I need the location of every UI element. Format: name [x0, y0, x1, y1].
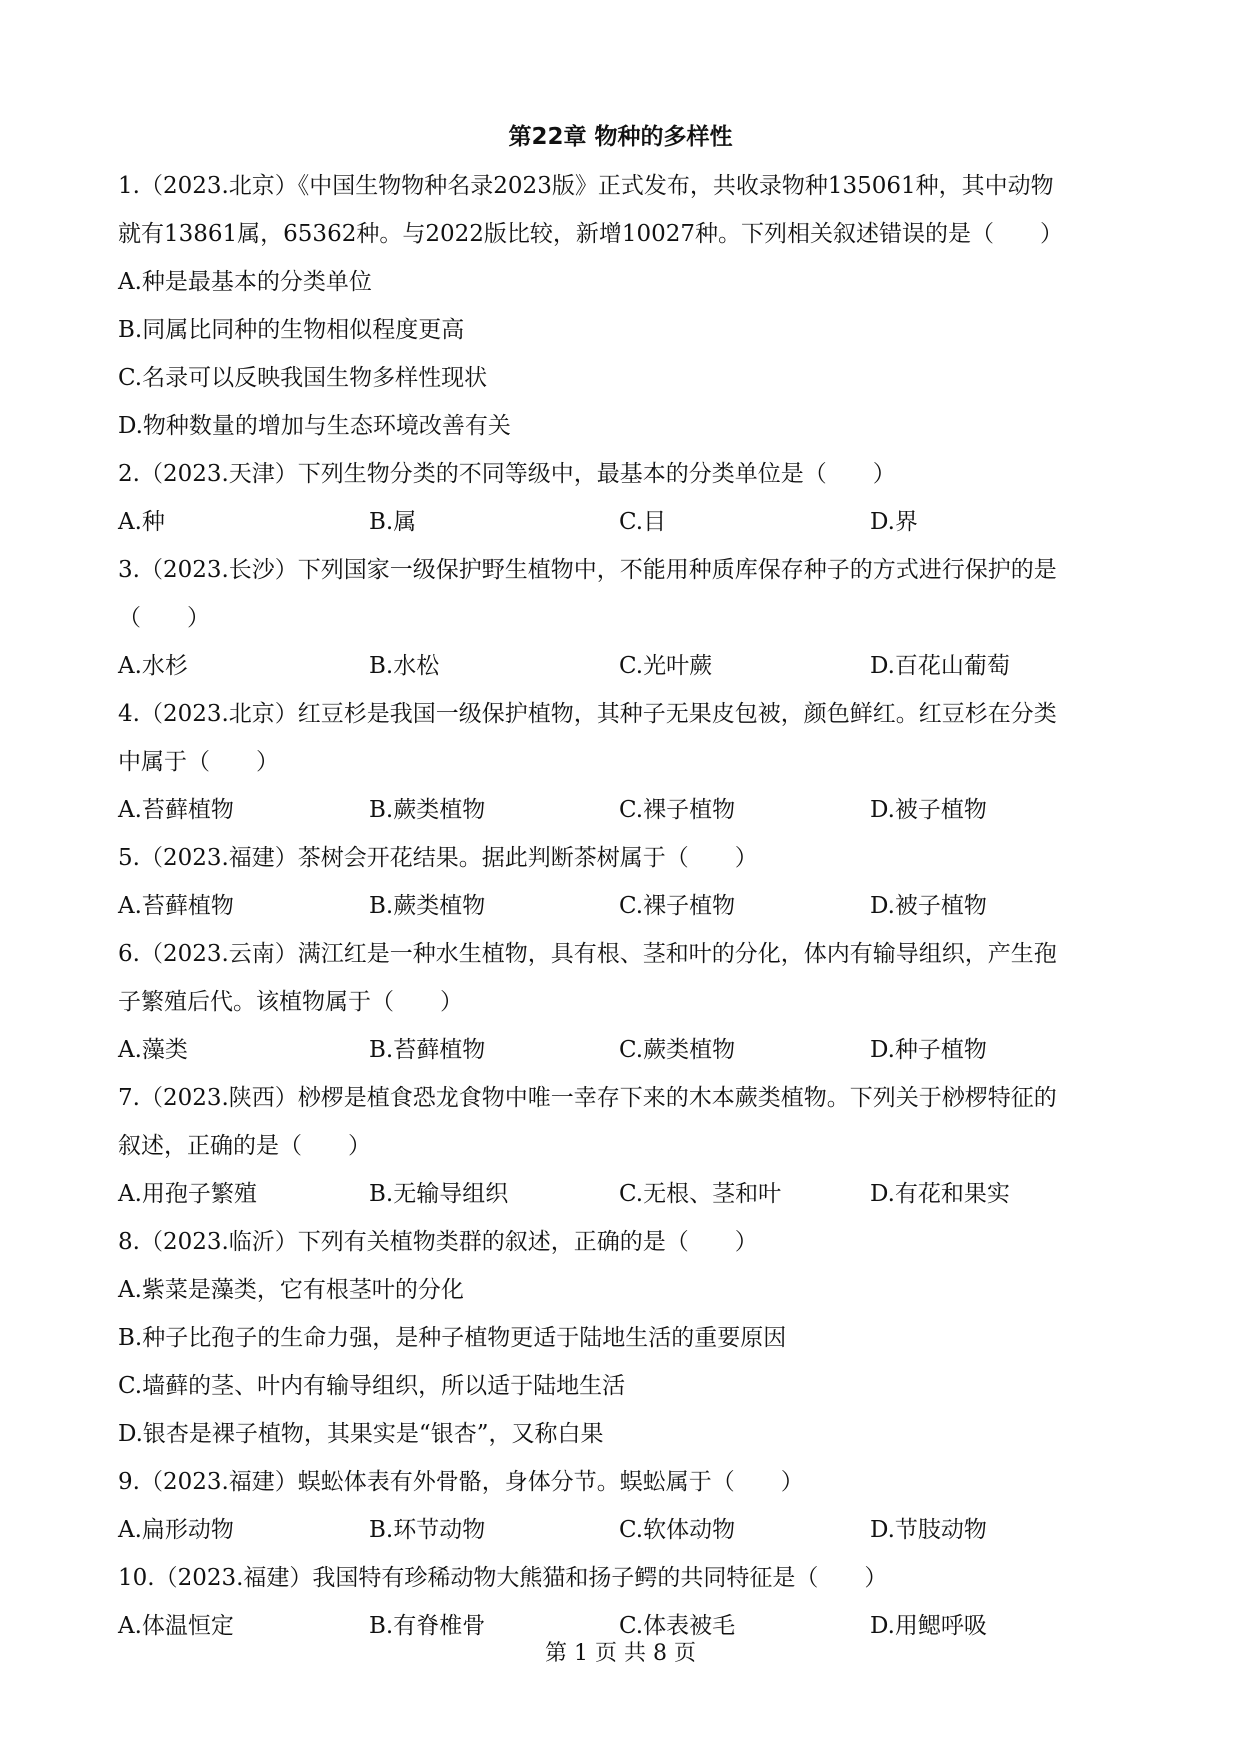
option-b: B.苔藓植物	[369, 1037, 486, 1063]
question-stem-line: 叙述，正确的是（ ）	[118, 1133, 371, 1159]
question-stem-line: 5.（2023.福建）茶树会开花结果。据此判断茶树属于（ ）	[118, 845, 758, 871]
option-a: A.种是最基本的分类单位	[118, 269, 372, 295]
option-c: C.蕨类植物	[619, 1037, 736, 1063]
question-2	[118, 450, 1128, 546]
option-d: D.百花山葡萄	[870, 653, 1010, 679]
question-3	[118, 546, 1128, 690]
option-b: B.同属比同种的生物相似程度更高	[118, 317, 465, 343]
question-stem-line: 7.（2023.陕西）桫椤是植食恐龙食物中唯一幸存下来的木本蕨类植物。下列关于桫椤特征的	[118, 1085, 1057, 1111]
question-stem-line: 9.（2023.福建）蜈蚣体表有外骨骼，身体分节。蜈蚣属于（ ）	[118, 1469, 804, 1495]
option-c: C.光叶蕨	[619, 653, 713, 679]
option-a: A.种	[118, 509, 165, 535]
question-stem-line: 6.（2023.云南）满江红是一种水生植物，具有根、茎和叶的分化，体内有输导组织，产生孢	[118, 941, 1057, 967]
option-row	[118, 882, 1128, 930]
option-d: D.有花和果实	[870, 1181, 1010, 1207]
question-stem-line: 1.（2023.北京）《中国生物物种名录2023版》正式发布，共收录物种135061种，其中动物	[118, 173, 1054, 199]
question-9	[118, 1458, 1128, 1554]
option-b: B.水松	[369, 653, 440, 679]
option-d: D.用鳃呼吸	[870, 1613, 987, 1639]
option-b: B.蕨类植物	[369, 893, 486, 919]
option-c: C.软体动物	[619, 1517, 736, 1543]
option-b: B.有脊椎骨	[369, 1613, 486, 1639]
option-a: A.水杉	[118, 653, 188, 679]
question-1	[118, 162, 1128, 450]
option-d: D.物种数量的增加与生态环境改善有关	[118, 413, 511, 439]
option-d: D.节肢动物	[870, 1517, 987, 1543]
question-stem-line: 中属于（ ）	[118, 749, 279, 775]
option-row	[118, 1026, 1128, 1074]
question-stem-line: 子繁殖后代。该植物属于（ ）	[118, 989, 463, 1015]
question-7	[118, 1074, 1128, 1218]
option-d: D.被子植物	[870, 797, 987, 823]
option-row	[118, 1506, 1128, 1554]
question-stem-line: 4.（2023.北京）红豆杉是我国一级保护植物，其种子无果皮包被，颜色鲜红。红豆杉在分类	[118, 701, 1057, 727]
question-5	[118, 834, 1128, 930]
question-list	[118, 162, 1128, 1650]
question-4	[118, 690, 1128, 834]
option-row	[118, 1170, 1128, 1218]
option-c: C.裸子植物	[619, 893, 736, 919]
option-a: A.苔藓植物	[118, 797, 234, 823]
option-row	[118, 642, 1128, 690]
question-stem-line: 3.（2023.长沙）下列国家一级保护野生植物中，不能用种质库保存种子的方式进行保护的是	[118, 557, 1057, 583]
option-d: D.被子植物	[870, 893, 987, 919]
option-row	[118, 786, 1128, 834]
question-8	[118, 1218, 1128, 1458]
option-c: C.目	[619, 509, 667, 535]
option-b: B.无输导组织	[369, 1181, 509, 1207]
question-stem-line: 2.（2023.天津）下列生物分类的不同等级中，最基本的分类单位是（ ）	[118, 461, 896, 487]
question-stem-line: 10.（2023.福建）我国特有珍稀动物大熊猫和扬子鳄的共同特征是（ ）	[118, 1565, 888, 1591]
option-a: A.紫菜是藻类，它有根茎叶的分化	[118, 1277, 464, 1303]
option-c: C.裸子植物	[619, 797, 736, 823]
option-b: B.种子比孢子的生命力强，是种子植物更适于陆地生活的重要原因	[118, 1325, 787, 1351]
page-footer: 第 1 页 共 8 页	[545, 1641, 696, 1666]
option-d: D.界	[870, 509, 918, 535]
option-b: B.属	[369, 509, 417, 535]
option-c: C.墙藓的茎、叶内有输导组织，所以适于陆地生活	[118, 1373, 626, 1399]
question-6	[118, 930, 1128, 1074]
option-a: A.扁形动物	[118, 1517, 234, 1543]
option-c: C.名录可以反映我国生物多样性现状	[118, 365, 488, 391]
option-a: A.用孢子繁殖	[118, 1181, 257, 1207]
option-b: B.蕨类植物	[369, 797, 486, 823]
option-a: A.体温恒定	[118, 1613, 234, 1639]
option-a: A.苔藓植物	[118, 893, 234, 919]
question-stem-line: （ ）	[118, 605, 210, 631]
option-d: D.种子植物	[870, 1037, 987, 1063]
option-d: D.银杏是裸子植物，其果实是“银杏”，又称白果	[118, 1421, 604, 1447]
question-stem-line: 就有13861属，65362种。与2022版比较，新增10027种。下列相关叙述错误的是（ ）	[118, 221, 1064, 247]
option-b: B.环节动物	[369, 1517, 486, 1543]
option-c: C.无根、茎和叶	[619, 1181, 782, 1207]
option-a: A.藻类	[118, 1037, 188, 1063]
option-row	[118, 498, 1128, 546]
option-c: C.体表被毛	[619, 1613, 736, 1639]
page-title: 第22章 物种的多样性	[508, 124, 733, 150]
question-stem-line: 8.（2023.临沂）下列有关植物类群的叙述，正确的是（ ）	[118, 1229, 758, 1255]
